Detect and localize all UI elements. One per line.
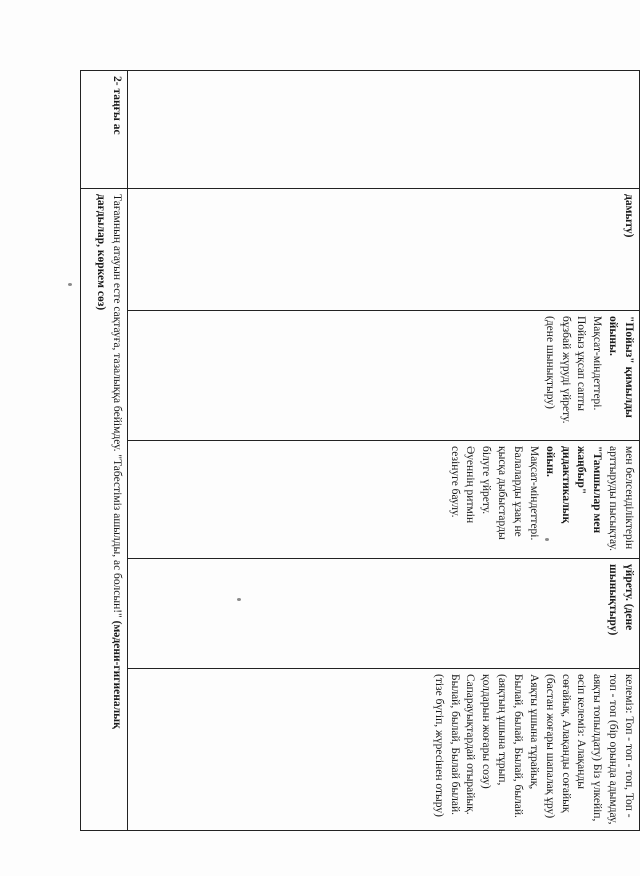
game-title: "Пойыз" қимылды ойыны. — [607, 316, 635, 418]
cell-col-a — [128, 189, 640, 311]
cell-text: үйрету. (дене шынықтыру) — [607, 564, 635, 636]
cell-text: дамыту) — [623, 194, 635, 238]
poem-text: келеміз: Топ - топ - топ, Топ - топ - топ (бір орында адымдау, аяқты топылдату) Біз үлкейіп, өсіп келеміз: Алақанды сөғайық, Алақанды соғайық (бастан жоғары шапалақ ұру) Аяқты ұшына тұрайық, Былай, былай, Былай, былай. (аяқтың ұшына тұрып, қолдарын жоғары созу) Сапарауықтардай отырайық. Былай, былай, Былай былай. (тізе бүгіп, жүресінен отыру) — [432, 674, 635, 825]
breakfast-content-cell — [81, 189, 128, 831]
game-goal: Мақсат-міндеттері. Пойыз ұқсап сапты бұзбай жүруді үйрету. (дене шынықтыру) — [543, 316, 604, 424]
cell-col-c — [128, 441, 640, 559]
cell-lead-text: мен белсенділіктерін арттыруды пысықтау. — [607, 446, 635, 552]
cell-col-b — [128, 311, 640, 441]
breakfast-category: (мәдени-гигиеналық — [111, 620, 123, 729]
cell-col-e — [128, 669, 640, 831]
table-row — [81, 71, 128, 831]
game-title: "Тамшылар мен жаңбыр" дидактикалық ойын. — [543, 446, 604, 534]
cell-col-d — [128, 559, 640, 669]
row-label-cell — [128, 71, 640, 189]
breakfast-text: Тағамның атауын есте сақтауға, тазалыққа бейімдеу. "Табестіміз ашылды, ас болсын!" — [111, 194, 123, 618]
scan-speck — [68, 283, 72, 286]
table-row — [128, 71, 640, 831]
breakfast-category-cont: дағдылар, көркем сөз) — [95, 194, 108, 311]
row-label-cell: 2- таңғы ас — [81, 71, 128, 189]
rotated-schedule-table — [80, 70, 640, 830]
schedule-table — [80, 70, 640, 831]
game-goal: Мақсат-міндеттері. Балаларды ұзақ не қысқа дыбыстарды білуге үйрету. Әуеннің ритмін сезінуге баулу. — [448, 446, 540, 541]
